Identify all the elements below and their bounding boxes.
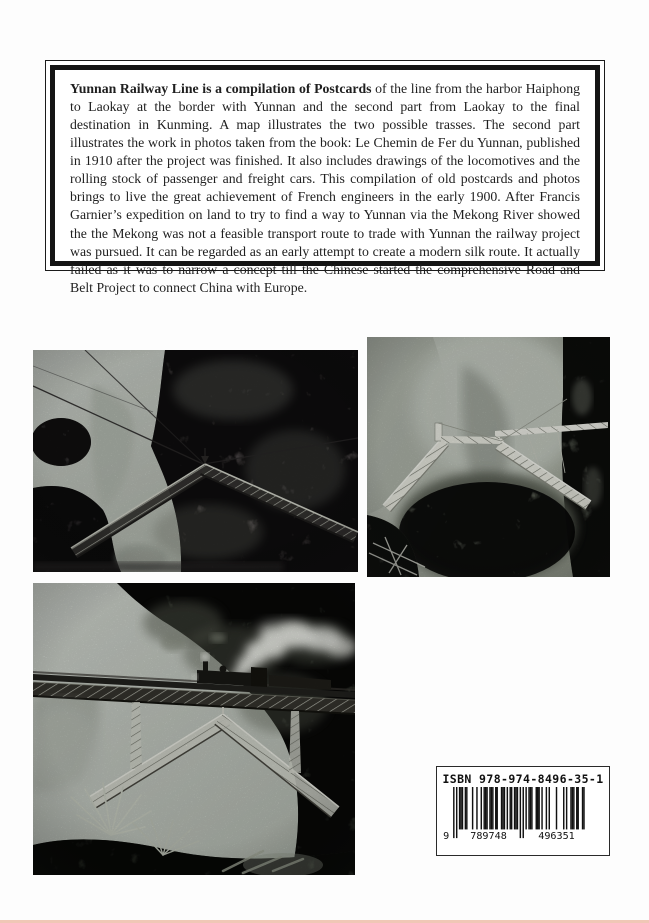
barcode-digits: 789748 <box>470 831 507 841</box>
ean13-barcode <box>443 787 603 841</box>
photo-bridge-construction-gorge-art <box>33 350 358 572</box>
photo-cantilever-construction-art <box>367 337 610 577</box>
blurb-text <box>70 80 580 297</box>
photo-cantilever-construction <box>367 337 610 577</box>
isbn-barcode-box <box>436 766 610 856</box>
blurb-body: of the line from the harbor Haiphong to Laokay at the border with Yunnan and the second part from Laokay to the final destination in Kunming. A map illustrates the two possible trasses. The second part illustrates the work in photos taken from the book: Le Chemin de Fer du Yunnan, published in 1910 after the project was finished. It also includes drawings of the locomotives and the rolling stock of passenger and freight cars. This compilation of old postcards and photos brings to live the great achievement of French engineers in the early 1900. After Francis Garnier’s expedition on land to try to find a way to Yunnan via the Mekong River showed the the Mekong was not a feasible transport route to trade with Yunnan the railway project was pursued. It can be regarded as an early attempt to create a modern silk route. It actually failed as it was to narrow a concept till the Chinese started the comprehensive Road and Belt Project to connect China with Europe. <box>70 81 580 295</box>
blurb-box <box>45 60 605 295</box>
photo-train-on-bridge <box>33 583 355 875</box>
barcode-digits: 9 <box>443 831 450 841</box>
photo-bridge-construction-gorge <box>33 350 358 572</box>
barcode-digits: 496351 <box>538 831 575 841</box>
isbn-label: ISBN 978-974-8496-35-1 <box>442 772 604 786</box>
blurb-box-inner <box>50 65 600 295</box>
blurb-lead-bold: Yunnan Railway Line is a compilation of Postcards <box>70 81 372 96</box>
photo-train-on-bridge-art <box>33 583 355 875</box>
